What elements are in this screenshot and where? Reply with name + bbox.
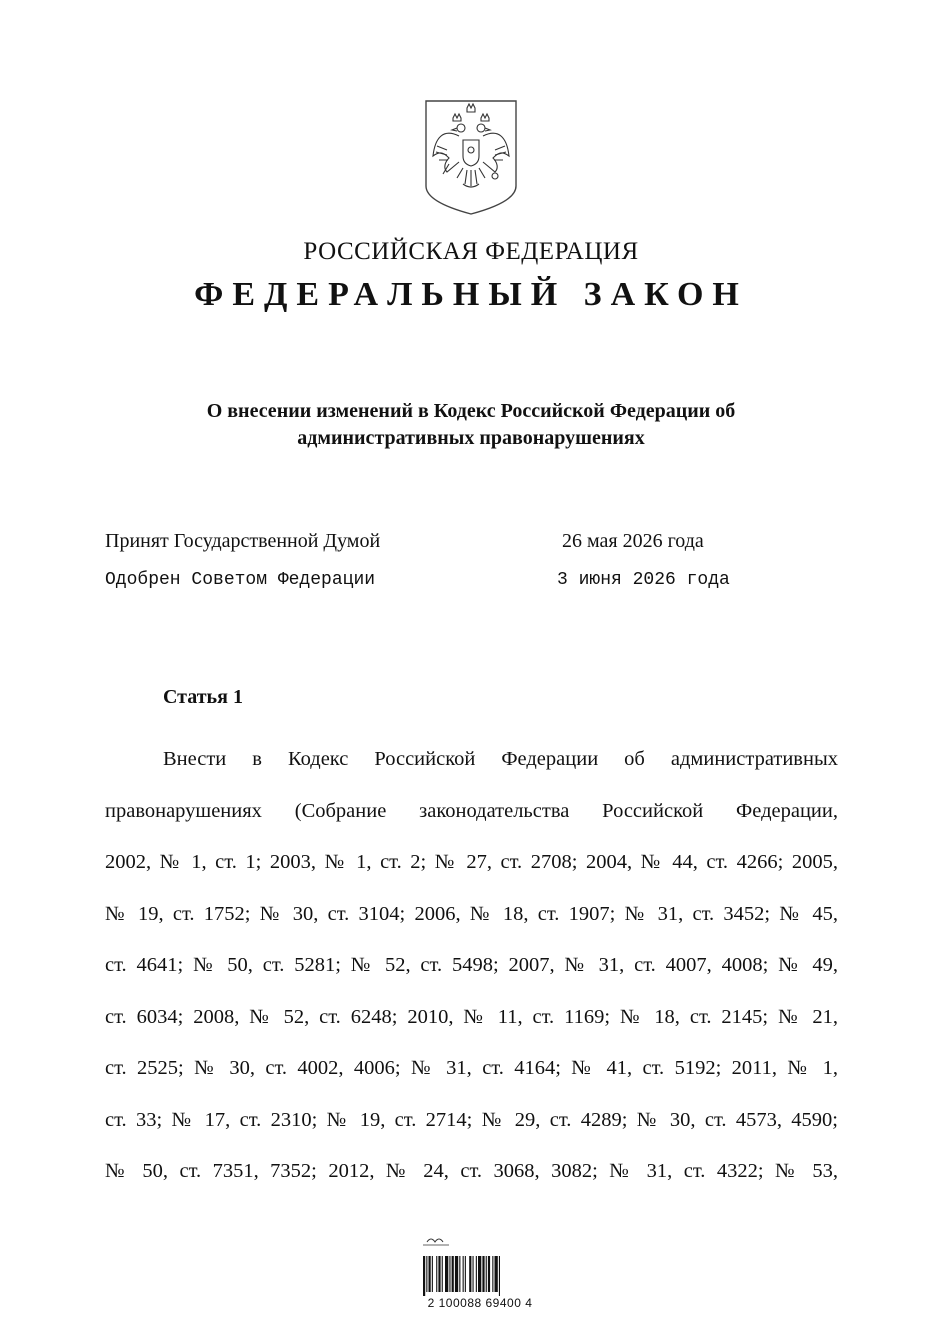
barcode-bar <box>423 1256 425 1296</box>
barcode-bar <box>478 1256 481 1292</box>
barcode-bar <box>426 1256 427 1292</box>
approval-council-date: 3 июня 2026 года <box>557 570 730 590</box>
article-body-line: ст. 33; № 17, ст. 2310; № 19, ст. 2714; № 29, ст. 4289; № 30, ст. 4573, 4590; <box>105 1108 838 1131</box>
country-name: РОССИЙСКАЯ ФЕДЕРАЦИЯ <box>303 238 639 265</box>
barcode-bar <box>492 1256 493 1292</box>
barcode-bar <box>463 1256 464 1292</box>
article-body-line: ст. 6034; 2008, № 52, ст. 6248; 2010, № 11, ст. 1169; № 18, ст. 2145; № 21, <box>105 1005 838 1028</box>
barcode-bar <box>473 1256 474 1292</box>
barcode-bar <box>442 1256 443 1292</box>
barcode-bar <box>429 1256 431 1292</box>
barcode-bar <box>438 1256 440 1292</box>
adoption-duma-date: 26 мая 2026 года <box>562 530 704 552</box>
law-title-line: административных правонарушениях <box>297 427 645 449</box>
article-body-line: № 19, ст. 1752; № 30, ст. 3104; 2006, № 18, ст. 1907; № 31, ст. 3452; № 45, <box>105 902 838 925</box>
barcode-bar <box>449 1256 450 1292</box>
barcode-bar <box>455 1256 458 1292</box>
approval-council-label: Одобрен Советом Федерации <box>105 570 376 590</box>
barcode-bar <box>469 1256 471 1292</box>
barcode-bar <box>459 1256 460 1292</box>
article-heading: Статья 1 <box>163 686 243 708</box>
adoption-duma-label: Принят Государственной Думой <box>105 530 381 552</box>
law-type-heading: ФЕДЕРАЛЬНЫЙ ЗАКОН <box>194 276 748 313</box>
article-body-line: ст. 2525; № 30, ст. 4002, 4006; № 31, ст. 4164; № 41, ст. 5192; 2011, № 1, <box>105 1057 838 1079</box>
barcode-bar <box>495 1256 498 1292</box>
barcode-bar <box>499 1256 500 1296</box>
barcode-bar <box>445 1256 448 1292</box>
law-title-line: О внесении изменений в Кодекс Российской Федерации об <box>206 400 736 422</box>
barcode-bar <box>436 1256 437 1292</box>
barcode-bar <box>432 1256 433 1292</box>
article-body-line: № 50, ст. 7351, 7352; 2012, № 24, ст. 3068, 3082; № 31, ст. 4322; № 53, <box>105 1160 838 1182</box>
barcode-bar <box>482 1256 484 1292</box>
barcode-number: 2 100088 69400 4 <box>427 1296 533 1310</box>
coat-of-arms-emblem <box>423 98 519 216</box>
article-body-line: ст. 4641; № 50, ст. 5281; № 52, ст. 5498; 2007, № 31, ст. 4007, 4008; № 49, <box>105 954 838 976</box>
barcode-bar <box>465 1256 466 1292</box>
article-body-line: правонарушениях (Собрание законодательства Российской Федерации, <box>105 799 838 822</box>
article-body-line: Внести в Кодекс Российской Федерации об административных <box>163 748 838 770</box>
barcode-bar <box>476 1256 477 1292</box>
article-body <box>105 734 838 1198</box>
barcode-bar <box>488 1256 490 1292</box>
barcode-bar <box>486 1256 487 1292</box>
signature-mark <box>427 1239 443 1242</box>
article-body-line: 2002, № 1, ст. 1; 2003, № 1, ст. 2; № 27, ст. 2708; 2004, № 44, ст. 4266; 2005, <box>105 851 838 873</box>
barcode-bar <box>452 1256 454 1292</box>
law-title <box>140 398 802 452</box>
